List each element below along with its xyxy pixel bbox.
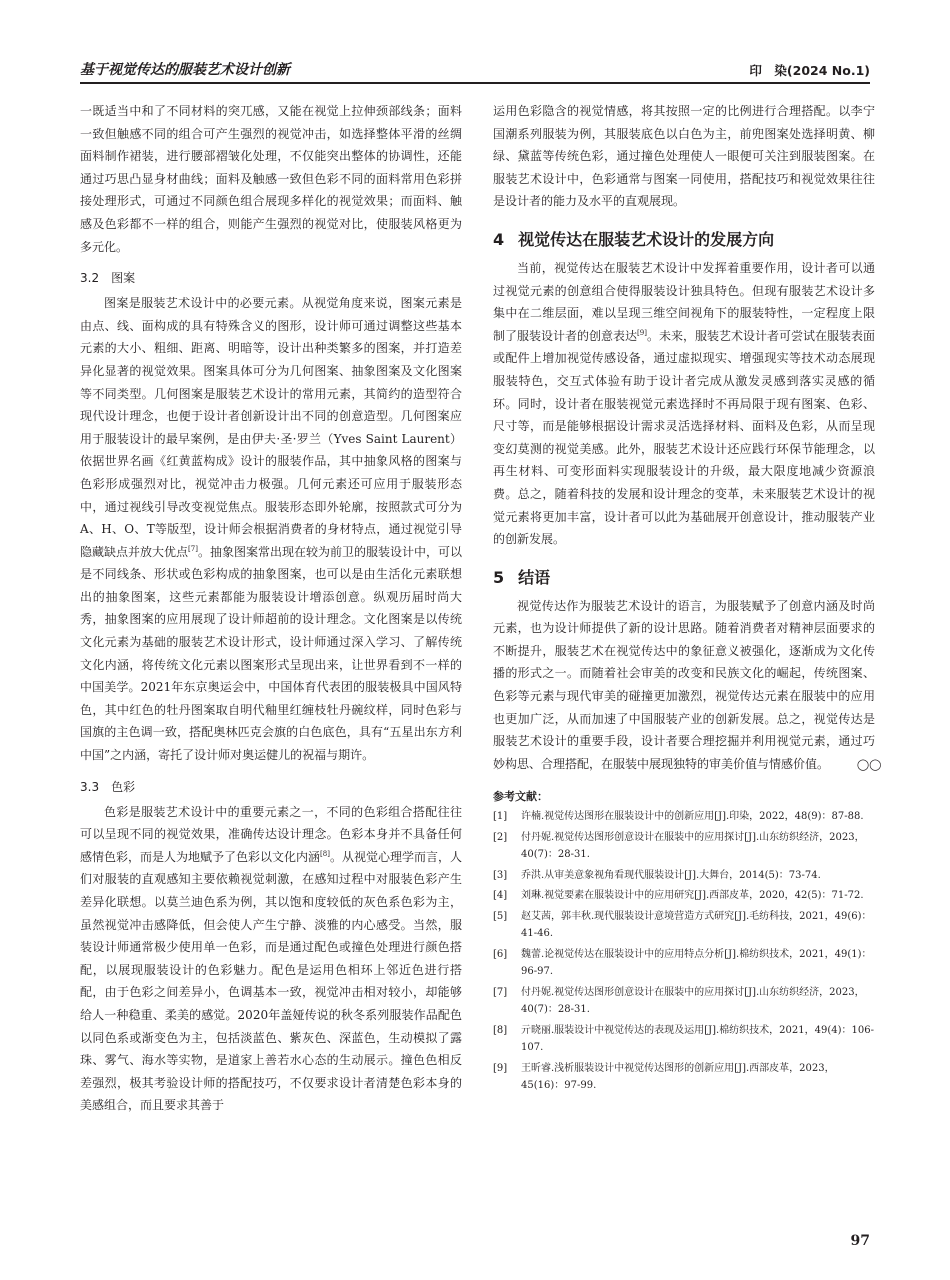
paragraph-text: 色彩是服装艺术设计中的重要元素之一，不同的色彩组合搭配往往可以呈现不同的视觉效果，准确传达设计理念。色彩本身并不具备任何感情色彩，而是人为地赋予了色彩以文化内涵 — [80, 804, 462, 864]
paragraph-text: 。抽象图案常出现在较为前卫的服装设计中，可以是不同线条、形状或色彩构成的抽象图案，也可以是由生活化元素联想出的抽象图案，这些元素都能为服装设计增添创意。纵观历届时尚大秀，抽象图案的应用展现了设计师超前的设计理念。文化图案是以传统文化元素为基础的服装艺术设计形式，设计师通过深入学习、了解传统文化内涵，将传统文化元素以图案形式呈现出来，让世界看到不一样的中国美学。2021年东京奥运会中，中国体育代表团的服装极具中国风特色，其中红色的牡丹图案取自明代釉里红缠枝牡丹碗纹样，同时色彩与国旗的主色调一致，搭配奥林匹克会旗的白色底色，具有“五星出东方利中国”之内涵，寄托了设计师对奥运健儿的祝福与期许。 — [80, 544, 462, 763]
citation: [9] — [637, 328, 647, 337]
paragraph-text: 。从视觉心理学而言，人们对服装的直观感知主要依赖视觉刺激，在感知过程中对服装色彩产生差异化联想。以莫兰迪色系为例，其以饱和度较低的灰色系色彩为主，虽然视觉冲击感降低，但会使人产生宁静、淡雅的内心感受。当然，服装设计师通常极少使用单一色彩，而是通过配色或撞色处理进行颜色搭配，以展现服装设计的色彩魅力。配色是运用色相环上邻近色进行搭配，由于色彩之间差异小，色调基本一致，视觉冲击相对较小，却能够给人一种稳重、柔美的感觉。2020年盖娅传说的秋冬系列服装作品配色以同色系或渐变色为主，包括淡蓝色、紫灰色、深蓝色，生动模拟了露珠、雾气、海水等实物，是道家上善若水心态的生动展示。撞色色相反差强烈，极其考验设计师的搭配技巧，不仅要求设计者清楚色彩本身的美感组合，而且要求其善于 — [80, 849, 462, 1113]
section-number: 4 — [493, 229, 505, 249]
section-title: 视觉传达在服装艺术设计的发展方向 — [518, 229, 775, 249]
reference-text: 乔洪.从审美意象视角看现代服装设计[J].大舞台，2014(5)：73-74. — [521, 869, 821, 881]
journal-issue: 印 染(2024 No.1) — [749, 63, 870, 78]
reference-number: [4] — [493, 890, 508, 902]
section-number: 5 — [493, 567, 505, 587]
reference-item — [493, 829, 875, 864]
citation: [8] — [320, 849, 330, 858]
end-mark-icon: ◯◯ — [856, 757, 882, 771]
section-heading-4 — [493, 227, 875, 253]
reference-text: 赵艾茜，郭丰秋.现代服装设计意境营造方式研究[J].毛纺科技，2021，49(6)：41-46. — [521, 910, 872, 940]
reference-text: 王昕睿.浅析服装设计中视觉传达图形的创新应用[J].西部皮革，2023，45(16)：97-99. — [521, 1062, 835, 1092]
paragraph — [80, 292, 462, 766]
section-heading-3-2: 3.2 图案 — [80, 271, 136, 286]
reference-text: 付丹妮.视觉传达图形创意设计在服装中的应用探讨[J].山东纺织经济，2023，40(7)：28-31. — [521, 831, 865, 861]
reference-item — [493, 1060, 875, 1095]
paragraph-text: 当前，视觉传达在服装艺术设计中发挥着重要作用，设计者可以通过视觉元素的创意组合使得服装设计独具特色。但现有服装艺术设计多集中在二维层面，难以呈现三维空间视角下的服装特性，一定程度上限制了服装设计者的创意表达 — [493, 260, 875, 343]
reference-item — [493, 808, 875, 826]
reference-number: [3] — [493, 869, 508, 881]
running-header — [80, 58, 870, 84]
reference-item — [493, 1022, 875, 1057]
reference-text: 魏蕾.论视觉传达在服装设计中的应用特点分析[J].棉纺织技术，2021，49(1)：96-97. — [521, 948, 872, 978]
reference-number: [6] — [493, 948, 508, 960]
reference-number: [9] — [493, 1062, 508, 1074]
right-column — [493, 100, 882, 1098]
reference-number: [2] — [493, 831, 508, 843]
reference-item — [493, 984, 875, 1019]
reference-text: 亓晓丽.服装设计中视觉传达的表现及运用[J].棉纺织技术，2021，49(4)：106-107. — [521, 1024, 874, 1054]
left-column — [80, 100, 462, 1117]
paragraph-text: 图案是服装艺术设计中的必要元素。从视觉角度来说，图案元素是由点、线、面构成的具有特殊含义的图形，设计师可通过调整这些基本元素的大小、粗细、距离、明暗等，设计出种类繁多的图案，并打造差异化显著的视觉效果。图案具体可分为几何图案、抽象图案及文化图案等不同类型。几何图案是服装艺术设计的常用元素，其简约的造型符合现代设计理念，也便于设计者创新设计出不同的创意造型。几何图案应用于服装设计的最早案例，是由伊夫·圣·罗兰（Yves Saint Laurent）依据世界名画《红黄蓝构成》设计的服装作品，其中抽象风格的图案与色彩形成强烈对比，视觉冲击力极强。几何元素还可应用于服装形态中，通过视线引导改变视觉焦点。服装形态即外轮廓，按照款式可分为A、H、O、T等版型，设计师会根据消费者的身材特点，通过视觉引导隐藏缺点并放大优点 — [80, 296, 462, 559]
reference-number: [8] — [493, 1024, 508, 1036]
reference-text: 付丹妮.视觉传达图形创意设计在服装中的应用探讨[J].山东纺织经济，2023，40(7)：28-31. — [521, 986, 865, 1016]
citation: [7] — [188, 544, 198, 553]
reference-text: 刘琳.视觉要素在服装设计中的应用研究[J].西部皮革，2020，42(5)：71-72. — [521, 890, 864, 902]
reference-number: [7] — [493, 986, 508, 998]
paragraph: 一既适当中和了不同材料的突兀感，又能在视觉上拉伸颈部线条；面料一致但触感不同的组合可产生强烈的视觉冲击，如选择整体平滑的丝绸面料制作裙装，进行腰部褶皱化处理，不仅能突出整体的协调性，还能通过巧思凸显身材曲线；面料及触感一致但色彩不同的面料常用色彩拼接处理形式，可通过不同颜色组合展现多样化的视觉效果；而面料、触感及色彩都不一样的组合，则能产生强烈的视觉对比，使服装风格更为多元化。 — [80, 104, 462, 254]
reference-item — [493, 908, 875, 943]
journal-article-title: 基于视觉传达的服装艺术设计创新 — [80, 62, 290, 78]
paragraph-text: 视觉传达作为服装艺术设计的语言，为服装赋予了创意内涵及时尚元素，也为设计师提供了新的设计思路。随着消费者对精神层面要求的不断提升，服装艺术在视觉传达中的象征意义被强化，逐渐成为文化传播的形式之一。而随着社会审美的改变和民族文化的崛起，传统图案、色彩等元素与现代审美的碰撞更加激烈，视觉传达元素在服装中的应用也更加广泛，从而加速了中国服装产业的创新发展。总之，视觉传达是服装艺术设计的重要手段，设计者要合理挖掘并利用视觉元素，通过巧妙构思、合理搭配，在服装中展现独特的审美价值与情感价值。 — [493, 598, 875, 771]
page-number: 97 — [850, 1233, 870, 1249]
section-heading-3-3: 3.3 色彩 — [80, 779, 136, 794]
reference-item — [493, 887, 875, 905]
reference-number: [1] — [493, 811, 508, 823]
references-list — [493, 808, 875, 1095]
section-title: 结语 — [518, 567, 551, 587]
reference-item — [493, 946, 875, 981]
paragraph — [493, 595, 882, 777]
section-heading-5 — [493, 565, 875, 591]
reference-text: 许楠.视觉传达图形在服装设计中的创新应用[J].印染，2022，48(9)：87-88. — [521, 811, 864, 823]
paragraph — [80, 801, 462, 1117]
paragraph-text: 。未来，服装艺术设计者可尝试在服装表面或配件上增加视觉传感设备，通过虚拟现实、增强现实等技术动态展现服装特色，交互式体验有助于设计者完成从激发灵感到落实灵感的循环。同时，设计者在服装视觉元素选择时不再局限于现有图案、色彩、尺寸等，而是能够根据设计需求灵活选择材料、面料及色彩，从而呈现变幻莫测的视觉美感。此外，服装艺术设计还应践行环保节能理念，以再生材料、可变形面料实现服装设计的升级，最大限度地减少资源浪费。总之，随着科技的发展和设计理念的变革，未来服装艺术设计的视觉元素将更加丰富，设计者可以此为基础展开创意设计，推动服装产业的创新发展。 — [493, 328, 875, 547]
reference-item — [493, 867, 875, 885]
paragraph — [493, 257, 875, 551]
reference-number: [5] — [493, 910, 508, 922]
paragraph: 运用色彩隐含的视觉情感，将其按照一定的比例进行合理搭配。以李宁国潮系列服装为例，其服装底色以白色为主，前兜图案处选择明黄、柳绿、黛蓝等传统色彩，通过撞色处理使人一眼便可关注到服装图案。在服装艺术设计中，色彩通常与图案一同使用，搭配技巧和视觉效果往往是设计者的能力及水平的直观展现。 — [493, 104, 875, 209]
references-title: 参考文献： — [493, 790, 548, 804]
